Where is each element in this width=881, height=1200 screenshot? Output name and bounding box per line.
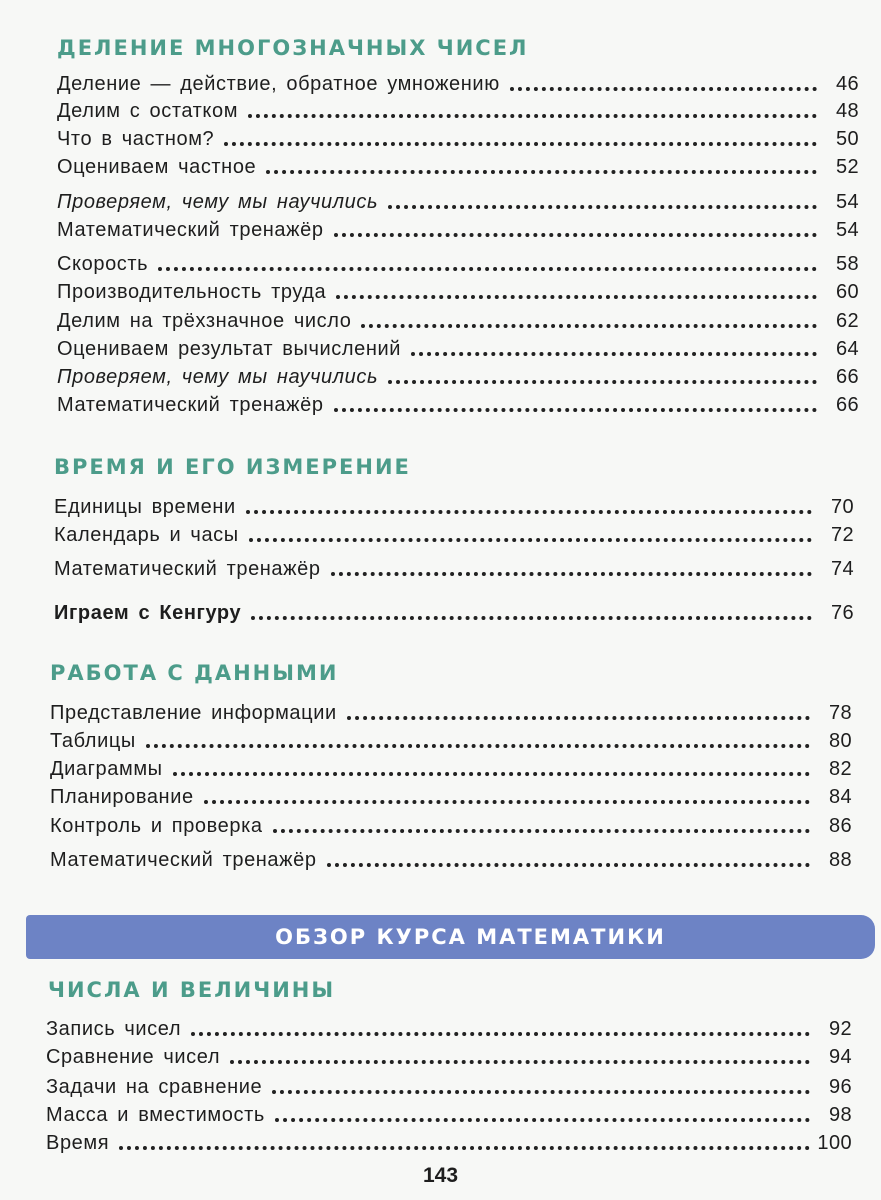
toc-entry-page: 46 — [835, 73, 859, 95]
toc-entry[interactable] — [57, 68, 859, 96]
toc-entry-label: Что в частном? — [57, 128, 215, 150]
toc-entry-page: 94 — [828, 1046, 852, 1068]
toc-entry-page: 92 — [828, 1018, 852, 1040]
toc-entry-label: Представление информации — [50, 702, 337, 724]
toc-entry-page: 52 — [835, 156, 859, 178]
toc-entry[interactable] — [57, 389, 859, 417]
toc-entry-page: 62 — [835, 310, 859, 332]
toc-entry-label: Делим с остатком — [57, 100, 239, 122]
toc-entry[interactable] — [57, 248, 859, 276]
dot-leader — [388, 380, 817, 384]
toc-entry-label: Математический тренажёр — [57, 219, 324, 241]
toc-entry-page: 60 — [835, 281, 859, 303]
dot-leader — [158, 267, 817, 271]
toc-entry[interactable] — [57, 214, 859, 242]
dot-leader — [347, 716, 810, 720]
toc-entry-label: Деление — действие, обратное умножению — [57, 73, 500, 95]
toc-entry-label: Оцениваем результат вычислений — [57, 338, 402, 360]
toc-entry-page: 70 — [830, 496, 854, 518]
dot-leader — [336, 295, 817, 299]
dot-leader — [510, 87, 817, 91]
toc-entry-page: 66 — [835, 366, 859, 388]
dot-leader — [273, 829, 810, 833]
section-title: ВРЕМЯ И ЕГО ИЗМЕРЕНИЕ — [54, 455, 411, 479]
toc-entry-page: 66 — [835, 394, 859, 416]
toc-entry-label: Играем с Кенгуру — [54, 602, 242, 624]
toc-entry-label: Планирование — [50, 786, 194, 808]
toc-entry-page: 80 — [828, 730, 852, 752]
toc-entry-page: 86 — [828, 815, 852, 837]
page-number: 143 — [422, 1164, 459, 1187]
toc-entry-page: 64 — [835, 338, 859, 360]
dot-leader — [327, 863, 810, 867]
dot-leader — [251, 616, 812, 620]
toc-entry[interactable] — [57, 95, 859, 123]
dot-leader — [361, 324, 817, 328]
toc-entry-label: Математический тренажёр — [57, 394, 324, 416]
dot-leader — [275, 1118, 810, 1122]
toc-entry-page: 58 — [835, 253, 859, 275]
toc-entry[interactable] — [46, 1013, 852, 1041]
toc-entry-page: 96 — [828, 1076, 852, 1098]
toc-entry-label: Делим на трёхзначное число — [57, 310, 352, 332]
toc-entry[interactable] — [57, 151, 859, 179]
dot-leader — [249, 538, 812, 542]
toc-entry-page: 98 — [828, 1104, 852, 1126]
dot-leader — [246, 510, 812, 514]
section-title: ЧИСЛА И ВЕЛИЧИНЫ — [48, 978, 336, 1002]
toc-entry[interactable] — [50, 810, 852, 838]
toc-entry-page: 84 — [828, 786, 852, 808]
toc-entry-label: Запись чисел — [46, 1018, 182, 1040]
dot-leader — [248, 114, 817, 118]
toc-entry[interactable] — [50, 781, 852, 809]
toc-entry-page: 48 — [835, 100, 859, 122]
toc-entry-label: Проверяем, чему мы научились — [57, 191, 379, 213]
dot-leader — [334, 233, 817, 237]
toc-entry-label: Оцениваем частное — [57, 156, 257, 178]
dot-leader — [411, 352, 817, 356]
toc-entry[interactable] — [50, 725, 852, 753]
toc-entry-label: Скорость — [57, 253, 149, 275]
toc-entry[interactable] — [50, 753, 852, 781]
toc-entry-page: 88 — [828, 849, 852, 871]
dot-leader — [119, 1146, 810, 1150]
toc-entry-label: Таблицы — [50, 730, 136, 752]
toc-entry-page: 50 — [835, 128, 859, 150]
toc-entry-label: Единицы времени — [54, 496, 236, 518]
toc-entry-label: Задачи на сравнение — [46, 1076, 263, 1098]
section-title: РАБОТА С ДАННЫМИ — [50, 661, 339, 685]
toc-entry[interactable] — [57, 333, 859, 361]
toc-entry-label: Математический тренажёр — [50, 849, 317, 871]
dot-leader — [331, 572, 812, 576]
toc-entry[interactable] — [50, 844, 852, 872]
toc-entry-label: Календарь и часы — [54, 524, 239, 546]
toc-entry[interactable] — [57, 123, 859, 151]
toc-entry[interactable] — [57, 276, 859, 304]
toc-entry-label: Математический тренажёр — [54, 558, 321, 580]
dot-leader — [224, 142, 817, 146]
toc-entry-page: 54 — [835, 191, 859, 213]
toc-entry[interactable] — [57, 305, 859, 333]
toc-entry-page: 100 — [817, 1132, 852, 1154]
toc-entry[interactable] — [54, 553, 854, 581]
dot-leader — [191, 1032, 810, 1036]
toc-entry-page: 76 — [830, 602, 854, 624]
toc-entry-label: Диаграммы — [50, 758, 163, 780]
toc-entry[interactable] — [57, 361, 859, 389]
toc-entry-label: Сравнение чисел — [46, 1046, 221, 1068]
toc-entry[interactable] — [54, 491, 854, 519]
dot-leader — [334, 408, 817, 412]
chapter-banner — [26, 915, 875, 959]
toc-entry-page: 74 — [830, 558, 854, 580]
toc-entry-label: Производительность труда — [57, 281, 327, 303]
chapter-banner-title: ОБЗОР КУРСА МАТЕМАТИКИ — [275, 925, 666, 949]
toc-entry[interactable] — [54, 519, 854, 547]
toc-entry[interactable] — [46, 1127, 852, 1155]
dot-leader — [272, 1090, 810, 1094]
toc-entry-page: 72 — [830, 524, 854, 546]
toc-entry-label: Проверяем, чему мы научились — [57, 366, 379, 388]
dot-leader — [146, 744, 810, 748]
toc-entry[interactable] — [57, 186, 859, 214]
toc-entry[interactable] — [46, 1041, 852, 1069]
dot-leader — [204, 800, 810, 804]
section-title: ДЕЛЕНИЕ МНОГОЗНАЧНЫХ ЧИСЕЛ — [57, 36, 529, 60]
toc-entry[interactable] — [46, 1071, 852, 1099]
dot-leader — [388, 205, 817, 209]
toc-entry-label: Время — [46, 1132, 110, 1154]
toc-entry[interactable] — [50, 697, 852, 725]
dot-leader — [230, 1060, 810, 1064]
toc-entry-page: 78 — [828, 702, 852, 724]
toc-entry[interactable] — [46, 1099, 852, 1127]
toc-entry-page: 54 — [835, 219, 859, 241]
toc-entry-page: 82 — [828, 758, 852, 780]
dot-leader — [266, 170, 817, 174]
toc-entry-label: Контроль и проверка — [50, 815, 263, 837]
toc-entry[interactable] — [54, 597, 854, 625]
dot-leader — [173, 772, 810, 776]
toc-entry-label: Масса и вместимость — [46, 1104, 265, 1126]
